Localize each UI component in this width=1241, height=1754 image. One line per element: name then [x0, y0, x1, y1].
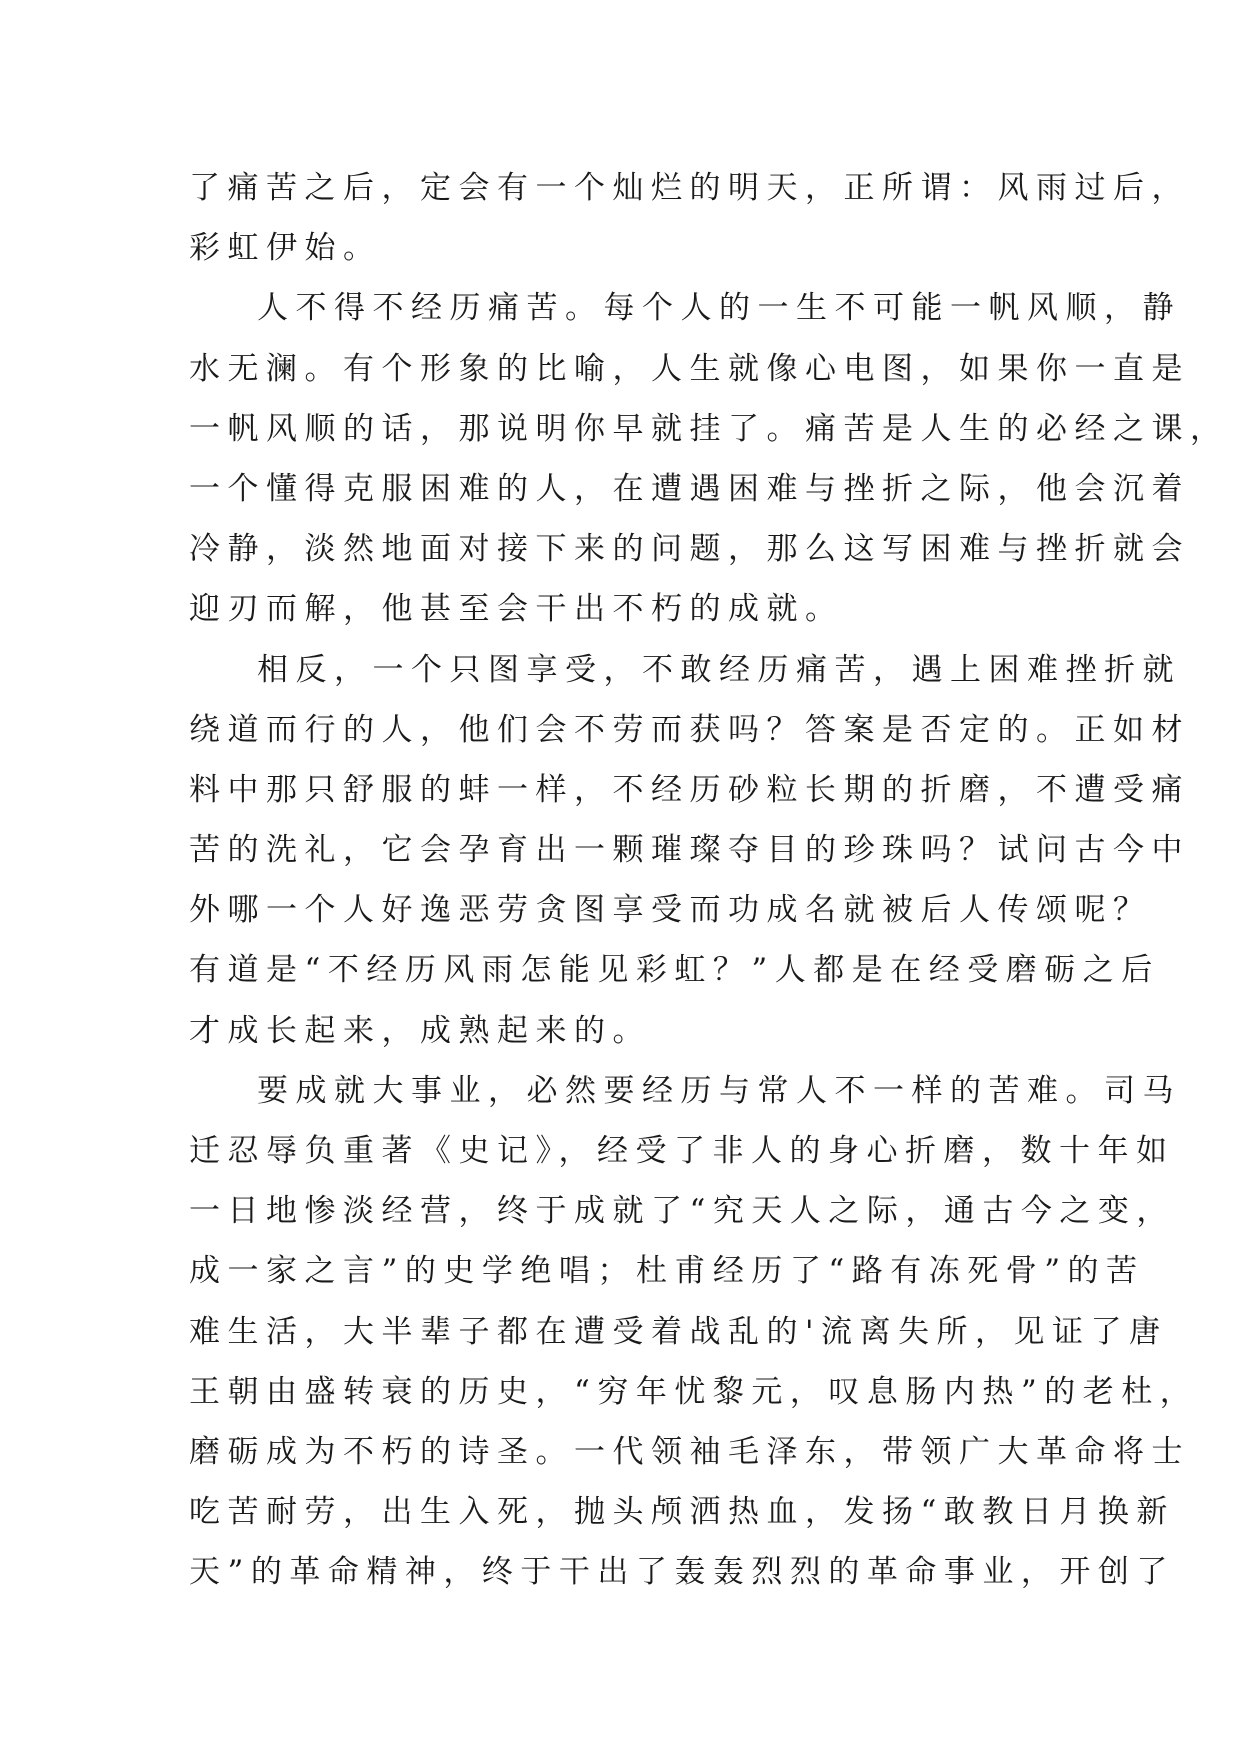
- text-line: 天”的革命精神，终于干出了轰轰烈烈的革命事业，开创了: [189, 1554, 1175, 1591]
- text-line: 一日地惨淡经营，终于成就了“究天人之际，通古今之变，: [189, 1193, 1175, 1230]
- text-line: 难生活，大半辈子都在遭受着战乱的'流离失所，见证了唐: [189, 1313, 1168, 1350]
- text-line: 才成长起来，成熟起来的。: [189, 1012, 651, 1049]
- text-line: 相反，一个只图享受，不敢经历痛苦，遇上困难挫折就: [257, 651, 1181, 688]
- text-line: 一帆风顺的话，那说明你早就挂了。痛苦是人生的必经之课，: [189, 410, 1229, 447]
- text-line: 磨砺成为不朽的诗圣。一代领袖毛泽东，带领广大革命将士: [189, 1433, 1190, 1470]
- document-body: [189, 158, 1229, 1603]
- text-line: 迎刃而解，他甚至会干出不朽的成就。: [189, 591, 844, 628]
- text-line: 吃苦耐劳，出生入死，抛头颅洒热血，发扬“敢教日月换新: [189, 1494, 1175, 1531]
- text-line: 王朝由盛转衰的历史，“穷年忧黎元，叹息肠内热”的老杜，: [189, 1373, 1199, 1410]
- paragraph-1: [189, 158, 1190, 278]
- text-line: 要成就大事业，必然要经历与常人不一样的苦难。司马: [257, 1072, 1181, 1109]
- paragraph-2: [189, 278, 1229, 639]
- text-line: 了痛苦之后，定会有一个灿烂的明天，正所谓：风雨过后，: [189, 170, 1190, 206]
- text-line: 绕道而行的人，他们会不劳而获吗？答案是否定的。正如材: [189, 711, 1190, 748]
- text-line: 苦的洗礼，它会孕育出一颗璀璨夺目的珍珠吗？试问古今中: [189, 832, 1190, 869]
- text-line: 一个懂得克服困难的人，在遭遇困难与挫折之际，他会沉着: [189, 470, 1190, 507]
- text-line: 外哪一个人好逸恶劳贪图享受而功成名就被后人传颂呢？: [189, 892, 1152, 929]
- text-line: 人不得不经历痛苦。每个人的一生不可能一帆风顺，静: [257, 290, 1181, 327]
- text-line: 迁忍辱负重著《史记》，经受了非人的身心折磨，数十年如: [189, 1133, 1175, 1169]
- text-line: 彩虹伊始。: [189, 230, 382, 267]
- text-line: 冷静，淡然地面对接下来的问题，那么这写困难与挫折就会: [189, 531, 1190, 568]
- paragraph-4: [189, 1061, 1199, 1603]
- text-line: 有道是“不经历风雨怎能见彩虹？”人都是在经受磨砺之后: [189, 952, 1160, 989]
- text-line: 料中那只舒服的蚌一样，不经历砂粒长期的折磨，不遭受痛: [189, 771, 1190, 808]
- text-line: 水无澜。有个形象的比喻，人生就像心电图，如果你一直是: [189, 350, 1190, 387]
- text-line: 成一家之言”的史学绝唱；杜甫经历了“路有冻死骨”的苦: [189, 1253, 1145, 1290]
- paragraph-3: [189, 640, 1190, 1061]
